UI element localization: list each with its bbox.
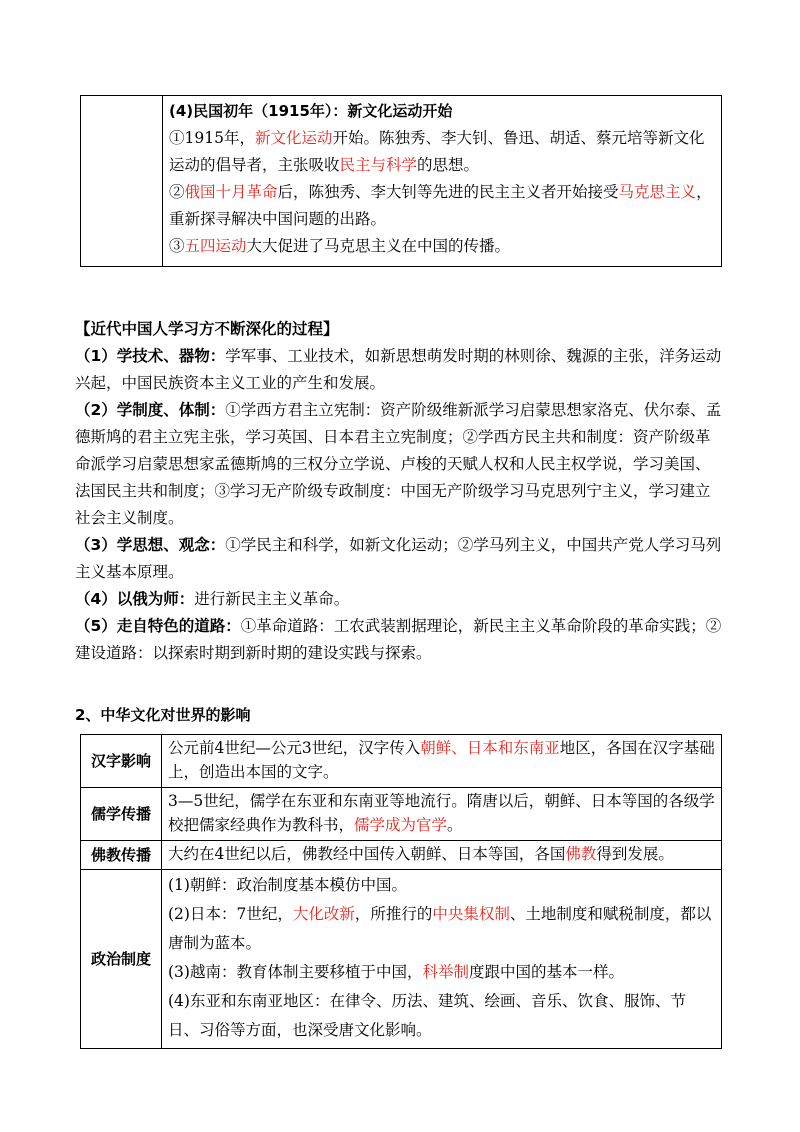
process-item-1: （1）学技术、器物：学军事、工业技术，如新思想萌发时期的林则徐、魏源的主张，洋务运动兴起，中国民族资本主义工业的产生和发展。: [75, 347, 722, 392]
section2-title: 2、中华文化对世界的影响: [75, 706, 251, 724]
item-2: ②俄国十月革命后，陈独秀、李大钊等先进的民主主义者开始接受马克思主义，重新探寻解决中国问题的出路。: [169, 183, 712, 228]
row-content: 3—5世纪，儒学在东亚和东南亚等地流行。隋唐以后，朝鲜、日本等国的各级学校把儒家经典作为教科书，儒学成为官学。: [162, 788, 722, 841]
row-label: 汉字影响: [81, 735, 162, 788]
politics-item-1: (1)朝鲜：政治制度基本模仿中国。: [168, 876, 407, 894]
politics-item-4: (4)东亚和东南亚地区：在律令、历法、建筑、绘画、音乐、饮食、服饰、节日、习俗等方面，也深受唐文化影响。: [168, 992, 686, 1039]
table-row: [81, 735, 722, 788]
process-item-2: （2）学制度、体制：①学西方君主立宪制：资产阶级维新派学习启蒙思想家洛克、伏尔泰、孟德斯鸠的君主立宪主张，学习英国、日本君主立宪制度；②学西方民主共和制度：资产阶级革命派学习启蒙思想家孟德斯鸠的三权分立学说、卢梭的天赋人权和人民主权学说，学习美国、法国民主共和制度；③学习无产阶级专政制度：中国无产阶级学习马克思列宁主义，学习建立社会主义制度。: [75, 401, 722, 527]
politics-item-3: (3)越南：教育体制主要移植于中国，科举制度跟中国的基本一样。: [168, 963, 624, 981]
politics-item-2: (2)日本：7世纪，大化改新，所推行的中央集权制、土地制度和赋税制度，都以唐制为蓝本。: [168, 905, 712, 952]
row-label: 儒学传播: [81, 788, 162, 841]
table-row: [81, 841, 722, 870]
row-content: 大约在4世纪以后，佛教经中国传入朝鲜、日本等国，各国佛教得到发展。: [162, 841, 722, 870]
process-item-4: （4）以俄为师：进行新民主主义革命。: [75, 590, 350, 608]
item-1: ①1915年，新文化运动开始。陈独秀、李大钊、鲁迅、胡适、蔡元培等新文化运动的倡导者，主张吸收民主与科学的思想。: [169, 129, 705, 174]
table-row: [81, 870, 722, 1049]
empty-label-cell: [81, 96, 163, 267]
row-label: 佛教传播: [81, 841, 162, 870]
culture-influence-table: [80, 734, 722, 1049]
new-culture-table: [80, 95, 722, 267]
item-3: ③五四运动大大促进了马克思主义在中国的传播。: [169, 237, 511, 255]
process-title: 【近代中国人学习方不断深化的过程】: [75, 320, 339, 338]
row-label: 政治制度: [81, 870, 162, 1049]
section-heading: (4)民国初年（1915年）：新文化运动开始: [169, 102, 453, 120]
process-item-5: （5）走自特色的道路：①革命道路：工农武装割据理论，新民主主义革命阶段的革命实践；②建设道路：以探索时期到新时期的建设实践与探索。: [75, 617, 722, 662]
row-content: [162, 870, 722, 1049]
row-content: 公元前4世纪—公元3世纪，汉字传入朝鲜、日本和东南亚地区，各国在汉字基础上，创造出本国的文字。: [162, 735, 722, 788]
content-cell: [163, 96, 722, 267]
table-row: [81, 788, 722, 841]
learning-process-section: [75, 316, 725, 667]
process-item-3: （3）学思想、观念：①学民主和科学，如新文化运动；②学马列主义，中国共产党人学习马列主义基本原理。: [75, 536, 722, 581]
